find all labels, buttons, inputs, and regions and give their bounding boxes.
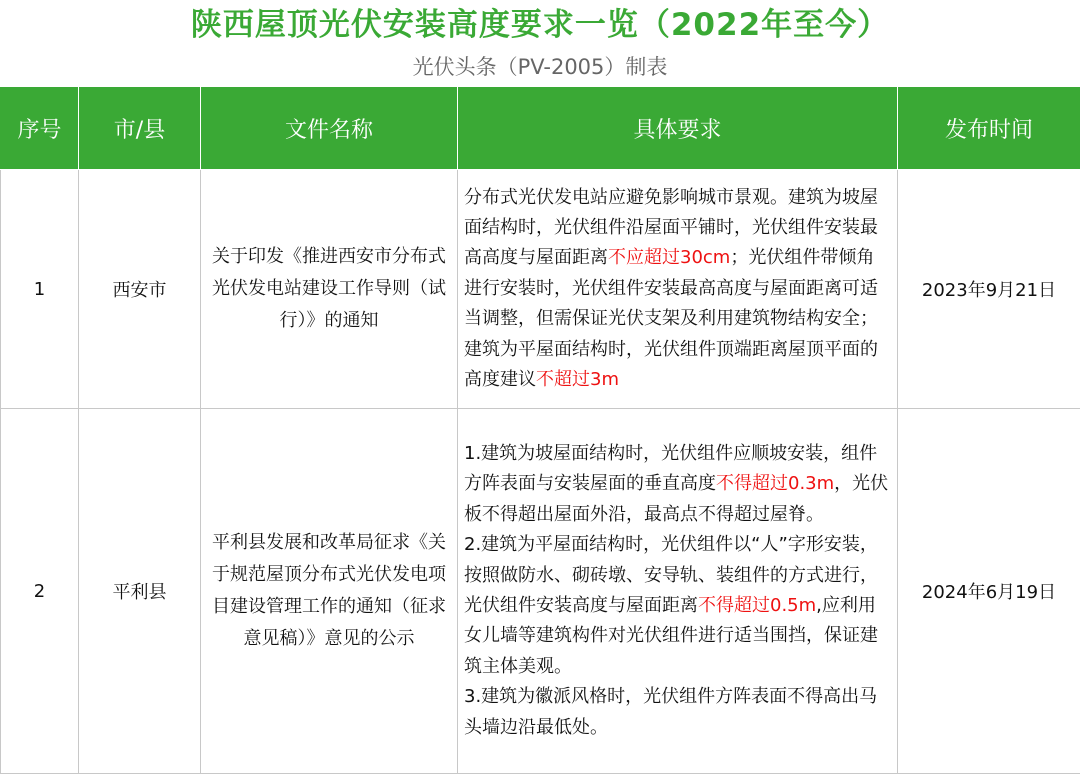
req-highlight: 不应超过30cm <box>608 247 731 269</box>
req-highlight: 不得超过0.5m <box>698 595 817 616</box>
row-city: 西安市 <box>79 170 201 409</box>
header-date: 发布时间 <box>898 87 1080 170</box>
req-text: 2.建筑为平屋面结构时，光伏组件以“人”字形安装，按照做防水、砌砖墩、安导轨、装组件的方式进行，光伏组件安装高度与屋面距离 <box>464 534 878 616</box>
req-text: ，光伏板不得超出屋面外沿，最高点不得超过屋脊。 <box>464 473 889 525</box>
header-no: 序号 <box>1 87 79 170</box>
row-date: 2024年6月19日 <box>898 409 1080 774</box>
row-date: 2023年9月21日 <box>898 170 1080 409</box>
row-no: 1 <box>1 170 79 409</box>
header-doc: 文件名称 <box>201 87 458 170</box>
table-row <box>1 409 1080 774</box>
row-doc-name: 关于印发《推进西安市分布式光伏发电站建设工作导则（试行）》的通知 <box>201 170 458 409</box>
req-highlight: 不超过3m <box>536 369 619 391</box>
req-text: 1.建筑为坡屋面结构时，光伏组件应顺坡安装，组件方阵表面与安装屋面的垂直高度 <box>464 442 878 495</box>
header-req: 具体要求 <box>458 87 898 170</box>
req-text: 3.建筑为徽派风格时，光伏组件方阵表面不得高出马头墙边沿最低处。 <box>464 686 878 738</box>
row-doc-name: 平利县发展和改革局征求《关于规范屋顶分布式光伏发电项目建设管理工作的通知（征求意见稿）》意见的公示 <box>201 409 458 774</box>
table-row <box>1 170 1080 409</box>
req-text: ,应利用女儿墙等建筑构件对光伏组件进行适当围挡，保证建筑主体美观。 <box>464 595 878 677</box>
row-no: 2 <box>1 409 79 774</box>
row-requirements <box>458 170 898 409</box>
page-subtitle: 光伏头条（PV-2005）制表 <box>412 55 668 79</box>
requirements-table <box>0 86 1080 774</box>
req-highlight: 不得超过0.3m <box>716 473 835 495</box>
table-header-row <box>1 87 1080 170</box>
row-requirements <box>458 409 898 774</box>
row-city: 平利县 <box>79 409 201 774</box>
req-text: 分布式光伏发电站应避免影响城市景观。建筑为坡屋面结构时，光伏组件沿屋面平铺时，光伏组件安装最高高度与屋面距离 <box>464 186 878 269</box>
req-text: ；光伏组件带倾角进行安装时，光伏组件安装最高高度与屋面距离可适当调整，但需保证光伏支架及利用建筑物结构安全；建筑为平屋面结构时，光伏组件顶端距离屋顶平面的高度建议 <box>464 247 878 391</box>
header-city: 市/县 <box>79 87 201 170</box>
page-title: 陕西屋顶光伏安装高度要求一览（2022年至今） <box>190 7 890 43</box>
